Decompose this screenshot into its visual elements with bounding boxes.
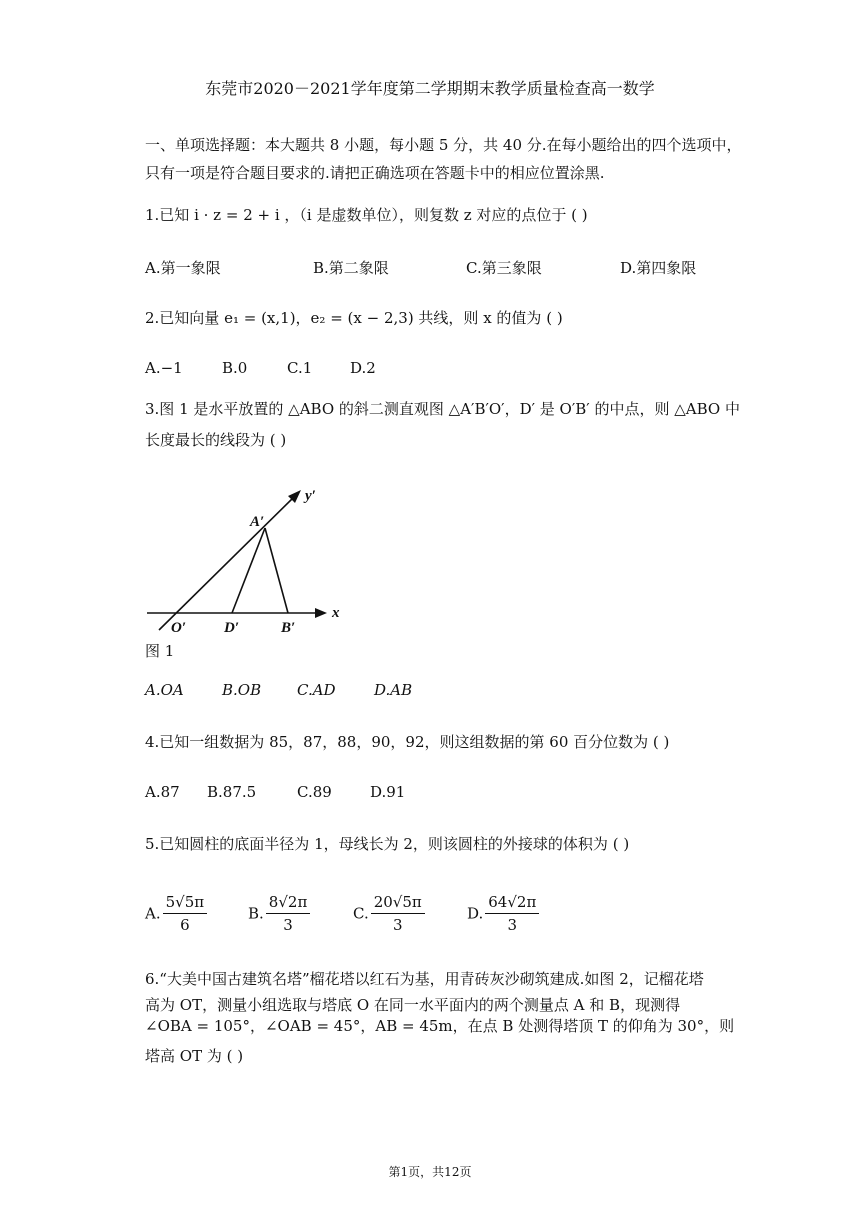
q5-option-a <box>145 893 209 934</box>
q5-option-b-letter: B. <box>248 904 264 923</box>
question-5-stem: 5.已知圆柱的底面半径为 1，母线长为 2，则该圆柱的外接球的体积为 ( ) <box>145 835 630 853</box>
label-b-prime: B′ <box>281 620 296 636</box>
q5-option-b-denominator: 3 <box>283 916 293 934</box>
label-d-prime: D′ <box>224 620 240 636</box>
question-2-stem: 2.已知向量 e₁ = (x,1)，e₂ = (x − 2,3) 共线，则 x 的值为 ( ) <box>145 309 563 327</box>
question-4-stem: 4.已知一组数据为 85，87，88，90，92，则这组数据的第 60 百分位数为 ( ) <box>145 733 670 751</box>
q2-option-c: C.1 <box>287 359 313 377</box>
label-a-prime: A′ <box>250 514 265 530</box>
x-axis-arrow <box>315 608 327 618</box>
q5-option-a-fraction <box>163 893 208 934</box>
q4-option-b: B.87.5 <box>207 783 257 801</box>
q5-option-d-denominator: 3 <box>507 916 518 934</box>
section-heading-line-2: 只有一项是符合题目要求的.请把正确选项在答题卡中的相应位置涂黑. <box>145 164 605 182</box>
q5-option-c-numerator: 20√5π <box>371 893 425 914</box>
figure-1-oblique-triangle <box>145 482 355 662</box>
q3-option-d: D.AB <box>374 681 413 699</box>
label-y-prime: y′ <box>305 488 316 504</box>
segment-a-b <box>265 528 288 613</box>
q3-option-b: B.OB <box>222 681 262 699</box>
q5-option-c <box>353 893 427 934</box>
q4-option-d: D.91 <box>370 783 406 801</box>
q5-option-b <box>248 893 312 934</box>
q3-option-a: A.OA <box>145 681 184 699</box>
q5-option-d-numerator: 64√2π <box>485 893 539 914</box>
q2-option-b: B.0 <box>222 359 248 377</box>
q5-option-a-numerator: 5√5π <box>163 893 208 914</box>
q5-option-a-letter: A. <box>145 904 161 923</box>
q1-option-b: B.第二象限 <box>313 259 389 277</box>
q5-option-d-letter: D. <box>467 904 484 923</box>
q5-option-d <box>467 893 541 934</box>
question-6-line-2: 高为 OT，测量小组选取与塔底 O 在同一水平面内的两个测量点 A 和 B，现测得 <box>145 996 681 1014</box>
page-footer: 第1页，共12页 <box>388 1165 472 1179</box>
q1-option-d: D.第四象限 <box>620 259 697 277</box>
q4-option-a: A.87 <box>145 783 180 801</box>
question-6-line-3: ∠OBA = 105°，∠OAB = 45°，AB = 45m，在点 B 处测得塔顶 T 的仰角为 30°，则 <box>145 1017 735 1035</box>
section-heading-line-1: 一、单项选择题：本大题共 8 小题，每小题 5 分，共 40 分.在每小题给出的四个选项中， <box>145 136 742 154</box>
q1-option-c: C.第三象限 <box>466 259 542 277</box>
q5-option-c-fraction <box>371 893 425 934</box>
question-1-stem: 1.已知 i · z = 2 + i ，（i 是虚数单位），则复数 z 对应的点位于 ( ) <box>145 206 588 224</box>
q5-option-b-numerator: 8√2π <box>266 893 311 914</box>
q5-option-c-denominator: 3 <box>392 916 403 934</box>
page-title: 东莞市2020－2021学年度第二学期期末教学质量检查高一数学 <box>205 79 655 98</box>
question-3-line-2: 长度最长的线段为 ( ) <box>145 431 287 449</box>
q2-option-d: D.2 <box>350 359 376 377</box>
question-3-line-1: 3.图 1 是水平放置的 △ABO 的斜二测直观图 △A′B′O′，D′ 是 O′B′ 的中点，则 △ABO 中 <box>145 400 740 418</box>
q1-option-a: A.第一象限 <box>145 259 221 277</box>
figure-1-caption: 图 1 <box>145 642 175 660</box>
label-o-prime: O′ <box>171 620 187 636</box>
question-6-line-1: 6.“大美中国古建筑名塔”榴花塔以红石为基，用青砖灰沙砌筑建成.如图 2，记榴花塔 <box>145 970 704 988</box>
q5-option-d-fraction <box>485 893 539 934</box>
label-x: x <box>332 605 340 621</box>
q5-option-a-denominator: 6 <box>180 916 190 934</box>
q2-option-a: A.−1 <box>145 359 183 377</box>
q5-option-c-letter: C. <box>353 904 369 923</box>
q4-option-c: C.89 <box>297 783 332 801</box>
q3-option-c: C.AD <box>297 681 336 699</box>
question-6-line-4: 塔高 OT 为 ( ) <box>145 1047 244 1065</box>
q5-option-b-fraction <box>266 893 311 934</box>
